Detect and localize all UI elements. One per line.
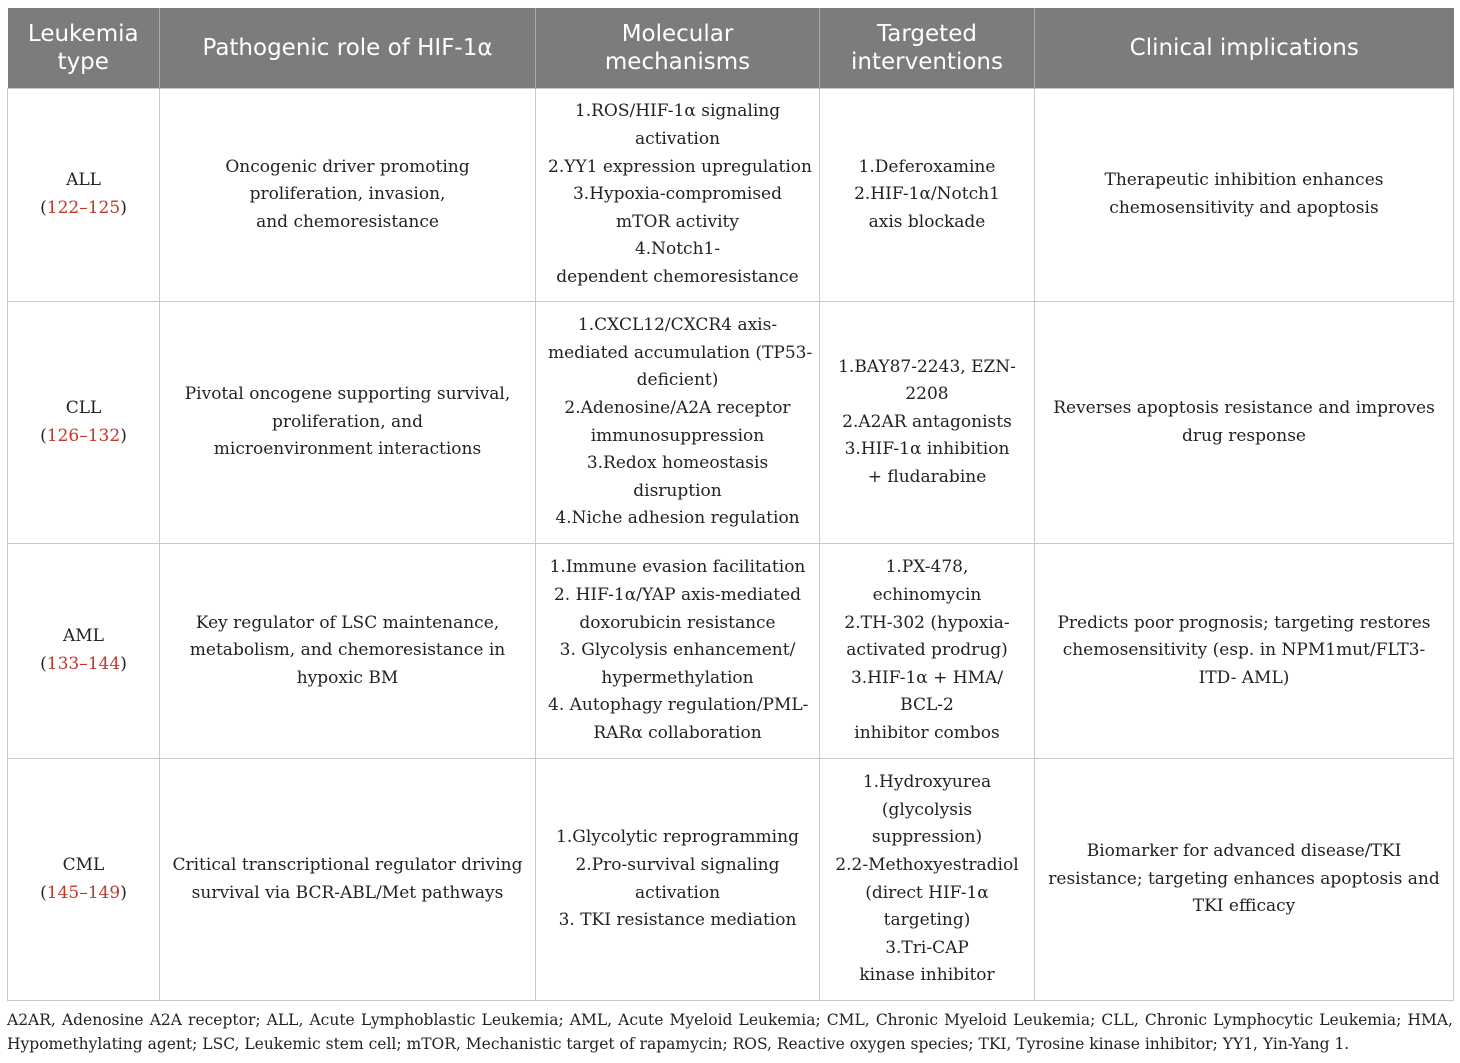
cell-clinical-implications xyxy=(1035,759,1454,1001)
text-line: targeting) xyxy=(883,910,971,931)
text-line: drug response xyxy=(1181,425,1306,446)
text-line: (glycolysis xyxy=(881,799,973,820)
header-pathogenic-role xyxy=(160,8,536,89)
text-line: BCL-2 xyxy=(900,695,954,716)
text-line: activated prodrug) xyxy=(846,640,1008,661)
text-line: 3.Tri-CAP xyxy=(885,937,969,958)
cell-clinical-implications xyxy=(1035,302,1454,544)
text-line: 2.Pro-survival signaling xyxy=(575,854,780,875)
text-line: Critical transcriptional regulator driving xyxy=(172,854,523,875)
text-line: 3. TKI resistance mediation xyxy=(558,910,797,931)
text-line: 2.YY1 expression upregulation xyxy=(548,156,812,177)
text-line: chemosensitivity and apoptosis xyxy=(1109,198,1379,218)
cell-pathogenic-role xyxy=(160,544,536,759)
reference-link[interactable]: 122–125 xyxy=(46,198,121,218)
header-molecular-mechanisms xyxy=(536,8,820,89)
text-line: 4. Autophagy regulation/PML- xyxy=(548,695,809,716)
header-targeted-interventions xyxy=(820,8,1035,89)
text-line: Pivotal oncogene supporting survival, xyxy=(184,384,511,405)
reference-link[interactable]: 133–144 xyxy=(46,654,121,674)
text-line: ITD- AML) xyxy=(1198,667,1290,688)
text-line: resistance; targeting enhances apoptosis and xyxy=(1048,868,1440,889)
cell-molecular-mechanisms xyxy=(536,89,820,302)
text-line: 3.Hypoxia-compromised xyxy=(572,184,782,205)
cell-molecular-mechanisms xyxy=(536,759,820,1001)
table-footnote: A2AR, Adenosine A2A receptor; ALL, Acute Lymphoblastic Leukemia; AML, Acute Myeloid Leukemia; CML, Chronic Myeloid Leukemia; CLL, Chronic Lymphocytic Leukemia; HMA, Hypomethylating agent; LSC, Leukemic stem cell; mTOR, Mechanistic target of rapamycin; ROS, Reactive oxygen species; TKI, Tyrosine kinase inhibitor; YY1, Yin-Yang 1. xyxy=(7,1011,1453,1053)
text-line: + fludarabine xyxy=(867,466,987,487)
cell-targeted-interventions xyxy=(820,544,1035,759)
text-line: 2208 xyxy=(905,384,949,405)
cell-leukemia-type xyxy=(8,759,160,1001)
text-line: 3.HIF-1α inhibition xyxy=(844,439,1010,460)
text-line: deficient) xyxy=(636,370,719,391)
header-leukemia-type xyxy=(8,8,160,89)
reference-link[interactable]: 126–132 xyxy=(46,425,121,446)
text-line: axis blockade xyxy=(868,211,986,232)
leukemia-hif1a-table xyxy=(7,8,1454,1001)
reference-citation: (133–144) xyxy=(40,654,127,674)
text-line: immunosuppression xyxy=(590,425,765,446)
text-line: kinase inhibitor xyxy=(859,965,995,986)
text-line: Therapeutic inhibition enhances xyxy=(1104,170,1384,191)
leukemia-type-label: AML xyxy=(63,626,104,647)
leukemia-hif1a-table-container xyxy=(7,8,1453,1001)
header-line: interventions xyxy=(851,49,1003,75)
header-line: Targeted xyxy=(877,21,977,47)
cell-leukemia-type xyxy=(8,302,160,544)
table-header-row xyxy=(8,8,1454,89)
text-line: Predicts poor prognosis; targeting restores xyxy=(1057,612,1431,633)
text-line: and chemoresistance xyxy=(256,211,439,232)
header-line: Molecular xyxy=(621,21,734,47)
text-line: 1.Immune evasion facilitation xyxy=(549,557,806,578)
text-line: doxorubicin resistance xyxy=(579,612,776,633)
leukemia-type-label: CML xyxy=(62,854,105,875)
header-line: Leukemia xyxy=(27,21,139,47)
cell-molecular-mechanisms xyxy=(536,302,820,544)
text-line: 2.2-Methoxyestradiol xyxy=(835,854,1019,875)
text-line: Key regulator of LSC maintenance, xyxy=(195,612,500,633)
cell-leukemia-type xyxy=(8,544,160,759)
text-line: Reverses apoptosis resistance and improves xyxy=(1053,397,1435,418)
text-line: hypoxic BM xyxy=(296,667,399,688)
reference-citation: (145–149) xyxy=(40,882,127,903)
text-line: (direct HIF-1α xyxy=(865,882,989,903)
text-line: mediated accumulation (TP53- xyxy=(548,342,813,363)
text-line: echinomycin xyxy=(872,585,982,606)
text-line: 1.ROS/HIF-1α signaling xyxy=(574,101,781,122)
table-row xyxy=(8,302,1454,544)
header-line: type xyxy=(57,49,109,75)
cell-targeted-interventions xyxy=(820,89,1035,302)
header-line: Clinical implications xyxy=(1129,35,1359,61)
text-line: activation xyxy=(634,129,721,150)
text-line: 2.HIF-1α/Notch1 xyxy=(854,184,1000,205)
cell-targeted-interventions xyxy=(820,759,1035,1001)
text-line: Biomarker for advanced disease/TKI xyxy=(1086,841,1402,862)
header-clinical-implications xyxy=(1035,8,1454,89)
text-line: suppression) xyxy=(871,827,983,848)
leukemia-type-label: ALL xyxy=(66,170,101,191)
reference-citation: (122–125) xyxy=(40,198,127,218)
text-line: 2.Adenosine/A2A receptor xyxy=(564,397,791,418)
text-line: 3.HIF-1α + HMA/ xyxy=(850,667,1004,688)
table-row xyxy=(8,544,1454,759)
text-line: inhibitor combos xyxy=(854,722,1000,743)
text-line: hypermethylation xyxy=(601,667,754,688)
reference-link[interactable]: 145–149 xyxy=(46,882,121,903)
text-line: mTOR activity xyxy=(615,211,739,232)
cell-molecular-mechanisms xyxy=(536,544,820,759)
text-line: disruption xyxy=(633,480,722,501)
cell-pathogenic-role xyxy=(160,89,536,302)
text-line: 1.BAY87-2243, EZN- xyxy=(838,356,1016,377)
table-row xyxy=(8,89,1454,302)
reference-citation: (126–132) xyxy=(40,425,127,446)
text-line: 1.CXCL12/CXCR4 axis- xyxy=(577,315,778,336)
text-line: 1.PX-478, xyxy=(885,557,969,578)
text-line: 1.Glycolytic reprogramming xyxy=(556,827,799,848)
text-line: 2. HIF-1α/YAP axis-mediated xyxy=(553,585,802,606)
text-line: 1.Hydroxyurea xyxy=(862,772,992,793)
cell-pathogenic-role xyxy=(160,302,536,544)
text-line: 4.Niche adhesion regulation xyxy=(555,508,800,529)
text-line: dependent chemoresistance xyxy=(556,266,799,287)
table-row xyxy=(8,759,1454,1001)
leukemia-type-label: CLL xyxy=(65,397,102,418)
text-line: proliferation, invasion, xyxy=(249,184,446,205)
cell-clinical-implications xyxy=(1035,544,1454,759)
cell-leukemia-type xyxy=(8,89,160,302)
text-line: 2.A2AR antagonists xyxy=(842,411,1012,432)
text-line: proliferation, and xyxy=(272,411,423,432)
text-line: TKI efficacy xyxy=(1192,896,1296,917)
text-line: survival via BCR-ABL/Met pathways xyxy=(191,882,504,903)
cell-targeted-interventions xyxy=(820,302,1035,544)
text-line: 4.Notch1- xyxy=(634,239,721,260)
text-line: 2.TH-302 (hypoxia- xyxy=(844,612,1010,633)
text-line: activation xyxy=(634,882,721,903)
cell-pathogenic-role xyxy=(160,759,536,1001)
text-line: microenvironment interactions xyxy=(213,439,482,460)
cell-clinical-implications xyxy=(1035,89,1454,302)
text-line: Oncogenic driver promoting xyxy=(225,156,470,177)
header-line: mechanisms xyxy=(604,49,751,75)
text-line: metabolism, and chemoresistance in xyxy=(189,640,506,661)
text-line: 3. Glycolysis enhancement/ xyxy=(559,640,796,661)
text-line: RARα collaboration xyxy=(593,722,762,743)
text-line: chemosensitivity (esp. in NPM1mut/FLT3- xyxy=(1062,640,1426,661)
header-line: Pathogenic role of HIF-1α xyxy=(202,35,493,61)
text-line: 1.Deferoxamine xyxy=(858,156,996,177)
text-line: 3.Redox homeostasis xyxy=(586,453,769,474)
